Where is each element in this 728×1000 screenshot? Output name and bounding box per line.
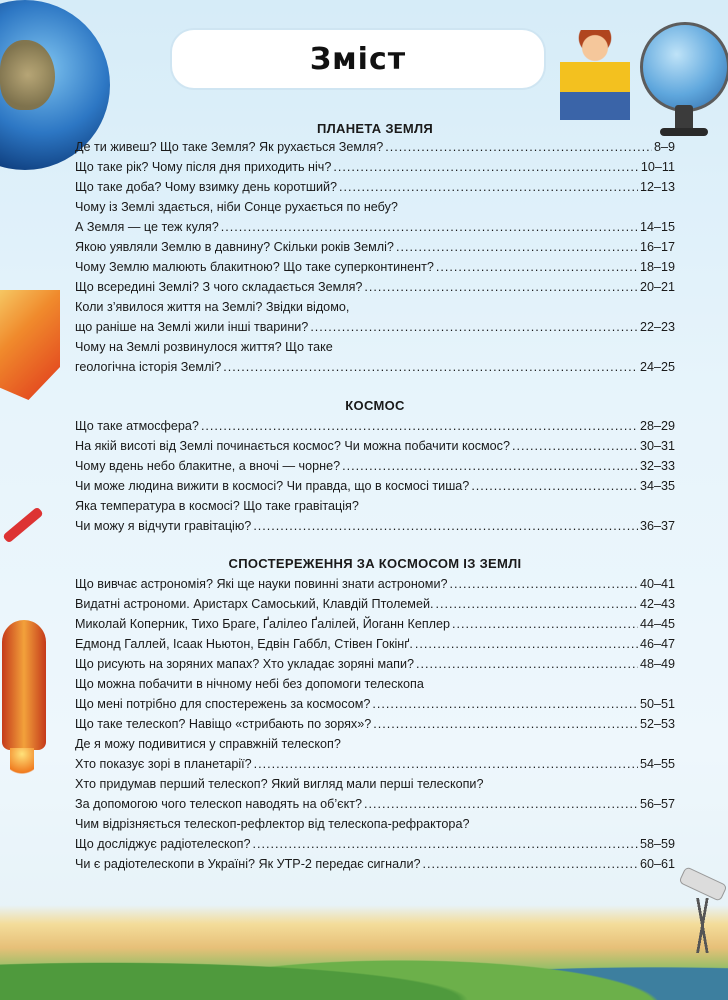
page-range: 48–49 [639, 657, 675, 671]
entry-text: Чим відрізняється телескоп-рефлектор від телескопа-рефрактора? [75, 817, 470, 831]
entry-text: Хто показує зорі в планетарії? [75, 757, 252, 771]
dot-leader [416, 654, 638, 674]
dot-leader [452, 614, 638, 634]
toc-entry[interactable] [75, 496, 675, 536]
dot-leader [423, 854, 638, 874]
dot-leader [364, 794, 638, 814]
entry-text: Едмонд Галлей, Ісаак Ньютон, Едвін Габбл, Стівен Гокінґ. [75, 637, 413, 651]
entry-text: Чому на Землі розвинулося життя? Що таке [75, 340, 333, 354]
entry-text: Що таке атмосфера? [75, 419, 199, 433]
dot-leader [333, 157, 639, 177]
page-range: 10–11 [640, 160, 675, 174]
dot-leader [342, 456, 638, 476]
page-range: 8–9 [653, 140, 675, 154]
entry-text: Що таке телескоп? Навіщо «стрибають по зорях»? [75, 717, 372, 731]
telescope-illustration [2, 506, 44, 543]
page-range: 22–23 [639, 320, 675, 334]
dot-leader [252, 834, 638, 854]
dot-leader [372, 694, 638, 714]
rocket-illustration [2, 620, 46, 750]
section-heading-observation: СПОСТЕРЕЖЕННЯ ЗА КОСМОСОМ ІЗ ЗЕМЛІ [228, 556, 522, 571]
entry-text: Що вивчає астрономія? Які ще науки повинні знати астрономи? [75, 577, 448, 591]
earth-continent-illustration [0, 40, 55, 110]
entry-text: Чи є радіотелескопи в Україні? Як УТР-2 передає сигнали? [75, 857, 421, 871]
toc-entry[interactable] [75, 614, 675, 634]
page-range: 30–31 [639, 439, 675, 453]
toc-entry[interactable] [75, 674, 675, 714]
dot-leader [512, 436, 638, 456]
page-range: 20–21 [639, 280, 675, 294]
dot-leader [450, 574, 638, 594]
entry-text: Що таке доба? Чому взимку день коротший? [75, 180, 338, 194]
toc-entry[interactable] [75, 297, 675, 337]
dot-leader [415, 634, 638, 654]
page-range: 60–61 [639, 857, 675, 871]
toc-entry[interactable] [75, 714, 675, 734]
page-title: Зміст [309, 41, 407, 77]
entry-text: Що можна побачити в нічному небі без допомоги телескопа [75, 677, 424, 691]
toc-entry[interactable] [75, 594, 675, 614]
globe-illustration [640, 22, 728, 112]
dot-leader [339, 177, 638, 197]
dot-leader [436, 257, 638, 277]
dot-leader [364, 277, 638, 297]
section-heading-planet-earth: ПЛАНЕТА ЗЕМЛЯ [316, 121, 434, 136]
toc-entry[interactable] [75, 277, 675, 297]
page-range: 46–47 [639, 637, 675, 651]
toc-entry[interactable] [75, 436, 675, 456]
dot-leader [436, 594, 638, 614]
page-range: 44–45 [639, 617, 675, 631]
page-range: 54–55 [639, 757, 675, 771]
entry-text: Що досліджує радіотелескоп? [75, 837, 251, 851]
entry-text: А Земля — це теж куля? [75, 220, 219, 234]
entry-text: Де ти живеш? Що таке Земля? Як рухається Земля? [75, 140, 384, 154]
entry-text: Чи може людина вижити в космосі? Чи правда, що в космосі тиша? [75, 479, 470, 493]
page-range: 32–33 [639, 459, 675, 473]
entry-text: геологічна історія Землі? [75, 360, 222, 374]
toc-entry[interactable] [75, 157, 675, 177]
entry-text: Де я можу подивитися у справжній телескоп? [75, 737, 341, 751]
entry-text: На якій висоті від Землі починається космос? Чи можна побачити космос? [75, 439, 510, 453]
page-range: 40–41 [639, 577, 675, 591]
toc-entry[interactable] [75, 237, 675, 257]
dot-leader [253, 516, 638, 536]
entry-text: Що таке рік? Чому після дня приходить ніч? [75, 160, 332, 174]
toc-entry[interactable] [75, 257, 675, 277]
page-range: 28–29 [639, 419, 675, 433]
page-range: 12–13 [639, 180, 675, 194]
toc-entry[interactable] [75, 634, 675, 654]
hills-illustration [0, 935, 728, 1000]
entry-text: Чому із Землі здається, ніби Сонце рухається по небу? [75, 200, 398, 214]
dot-leader [310, 317, 638, 337]
page-range: 16–17 [639, 240, 675, 254]
toc-entry[interactable] [75, 734, 675, 774]
toc-entry[interactable] [75, 654, 675, 674]
entry-text: Коли з’явилося життя на Землі? Звідки відомо, [75, 300, 350, 314]
dot-leader [385, 137, 652, 157]
entry-text: Яка температура в космосі? Що таке гравітація? [75, 499, 359, 513]
page-range: 18–19 [639, 260, 675, 274]
toc-entry[interactable] [75, 137, 675, 157]
toc-entry[interactable] [75, 177, 675, 197]
page-range: 42–43 [639, 597, 675, 611]
toc-entry[interactable] [75, 814, 675, 854]
toc-entry[interactable] [75, 774, 675, 814]
entry-text: Видатні астрономи. Аристарх Самоський, Клавдій Птолемей. [75, 597, 434, 611]
tripod-illustration [688, 898, 718, 953]
page-range: 14–15 [639, 220, 675, 234]
page-range: 52–53 [639, 717, 675, 731]
toc-entry[interactable] [75, 574, 675, 594]
toc-entry[interactable] [75, 854, 675, 874]
toc-entry[interactable] [75, 416, 675, 436]
entry-text: Чому Землю малюють блакитною? Що таке суперконтинент? [75, 260, 434, 274]
page-range: 24–25 [639, 360, 675, 374]
dot-leader [471, 476, 638, 496]
toc-entry[interactable] [75, 337, 675, 377]
entry-text: Що рисують на зоряних мапах? Хто укладає зоряні мапи? [75, 657, 414, 671]
page-range: 50–51 [639, 697, 675, 711]
dot-leader [373, 714, 638, 734]
toc-entry[interactable] [75, 456, 675, 476]
title-panel [172, 30, 544, 88]
dot-leader [254, 754, 638, 774]
entry-text: За допомогою чого телескоп наводять на об’єкт? [75, 797, 362, 811]
entry-text: що раніше на Землі жили інші тварини? [75, 320, 309, 334]
page-range: 36–37 [639, 519, 675, 533]
rocket-flame-illustration [10, 748, 34, 778]
toc-entry[interactable] [75, 476, 675, 496]
page-range: 56–57 [639, 797, 675, 811]
toc-entry[interactable] [75, 197, 675, 237]
kite-illustration [0, 290, 60, 400]
boy-explorer-illustration [560, 30, 630, 130]
dot-leader [221, 217, 638, 237]
telescope-tube-illustration [678, 866, 727, 902]
entry-text: Чому вдень небо блакитне, а вночі — чорне? [75, 459, 341, 473]
entry-text: Що всередині Землі? З чого складається Земля? [75, 280, 363, 294]
entry-text: Миколай Коперник, Тихо Браге, Ґалілео Ґалілей, Йоганн Кеплер [75, 617, 451, 631]
dot-leader [223, 357, 638, 377]
entry-text: Що мені потрібно для спостережень за космосом? [75, 697, 371, 711]
dot-leader [396, 237, 638, 257]
section-heading-space: КОСМОС [345, 398, 405, 413]
page-range: 34–35 [639, 479, 675, 493]
entry-text: Хто придумав перший телескоп? Який вигляд мали перші телескопи? [75, 777, 484, 791]
entry-text: Чи можу я відчути гравітацію? [75, 519, 252, 533]
page-range: 58–59 [639, 837, 675, 851]
dot-leader [201, 416, 638, 436]
entry-text: Якою уявляли Землю в давнину? Скільки років Землі? [75, 240, 394, 254]
